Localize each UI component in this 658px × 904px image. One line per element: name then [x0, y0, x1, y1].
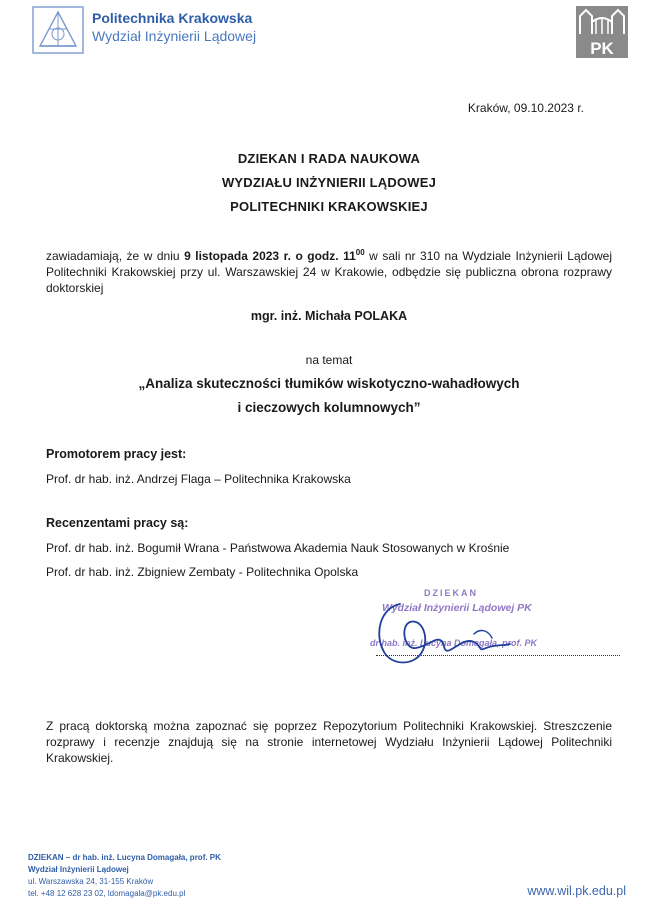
heading-line-3: POLITECHNIKI KRAKOWSKIEJ [230, 199, 428, 214]
promoter-label: Promotorem pracy jest: [46, 447, 187, 461]
document-date: Kraków, 09.10.2023 r. [467, 101, 584, 115]
university-logo-icon [32, 6, 84, 54]
pk-logo-text: PK [590, 39, 614, 58]
signature-icon [370, 594, 540, 674]
topic-label: na temat [305, 353, 353, 367]
pk-logo-icon [576, 6, 628, 58]
defense-hour-minutes: 00 [355, 248, 365, 257]
heading-line-2: WYDZIAŁU INŻYNIERII LĄDOWEJ [221, 175, 437, 190]
reviewer-item: Prof. dr hab. inż. Bogumił Wrana - Państwowa Akademia Nauk Stosowanych w Krośnie [46, 541, 510, 555]
stamp-title: DZIEKAN [424, 588, 478, 598]
university-name: Politechnika Krakowska [92, 10, 253, 26]
footer-contact: tel. +48 12 628 23 02, ldomagala@pk.edu.pl [28, 889, 186, 898]
defense-date: 9 listopada 2023 r. o godz. 11 [184, 249, 356, 263]
candidate-name: mgr. inż. Michała POLAKA [250, 309, 408, 323]
footer-dean: DZIEKAN – dr hab. inż. Lucyna Domagała, prof. PK [28, 853, 221, 862]
stamp-faculty: Wydział Inżynierii Lądowej PK [382, 602, 532, 614]
thesis-title-line-2: i cieczowych kolumnowych” [237, 400, 421, 415]
footer-website-link[interactable]: www.wil.pk.edu.pl [527, 884, 626, 898]
announcement-paragraph [46, 248, 612, 296]
announcement-rest: w sali nr 310 na Wydziale Inżynierii Lądowej Politechniki Krakowskiej przy ul. Warszawskiej 24 w Krakowie, odbędzie się publiczna obrona rozprawy doktorskiej [46, 249, 613, 295]
promoter-name: Prof. dr hab. inż. Andrzej Flaga – Politechnika Krakowska [46, 472, 351, 486]
footer-address: ul. Warszawska 24, 31-155 Kraków [28, 877, 154, 886]
heading-line-1: DZIEKAN I RADA NAUKOWA [237, 151, 421, 166]
closing-paragraph: Z pracą doktorską można zapoznać się poprzez Repozytorium Politechniki Krakowskiej. Streszczenie rozprawy i recenzje znajdują się na stronie internetowej Wydziału Inżynierii Lądowej Politechniki Krakowskiej. [46, 719, 612, 765]
stamp-name: dr hab. inż. Lucyna Domagała, prof. PK [370, 638, 538, 648]
announcement-intro: zawiadamiają, że w dniu [46, 249, 185, 263]
footer-faculty: Wydział Inżynierii Lądowej [28, 865, 129, 874]
reviewer-item: Prof. dr hab. inż. Zbigniew Zembaty - Politechnika Opolska [46, 565, 359, 579]
reviewers-label: Recenzentami pracy są: [46, 516, 189, 530]
thesis-title-line-1: „Analiza skuteczności tłumików wiskotyczno-wahadłowych [138, 376, 520, 391]
faculty-name: Wydział Inżynierii Lądowej [92, 28, 257, 44]
